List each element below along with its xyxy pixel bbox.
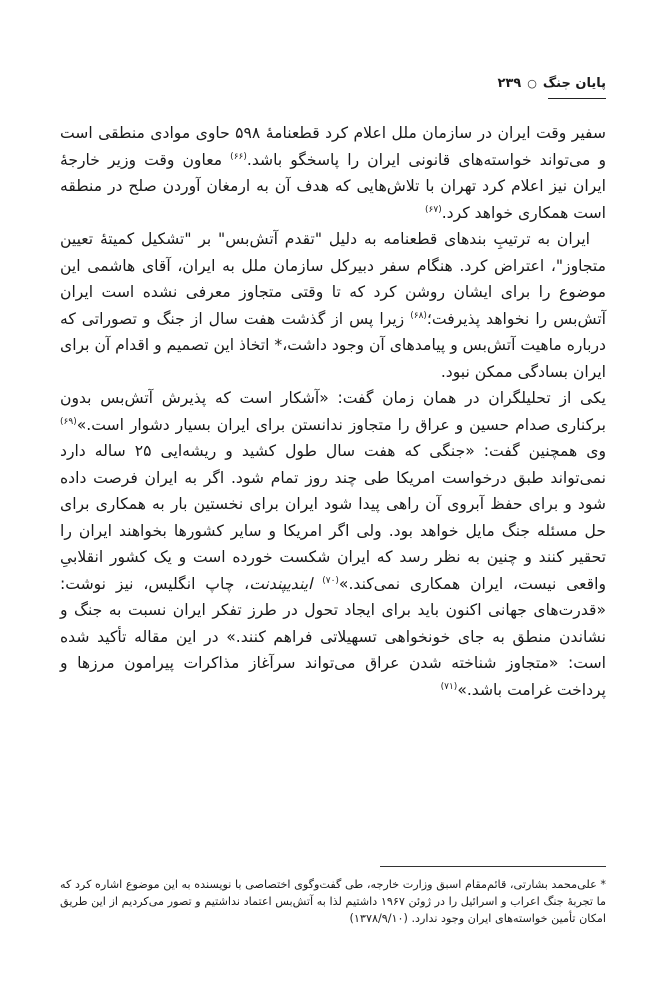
footnote-rule [380,866,606,867]
body-text [60,120,606,703]
newspaper-name: ایندیپندنت [249,574,323,593]
paragraph-3 [60,385,606,703]
paragraph-text: ، چاپ انگلیس، نیز نوشت: «قدرت‌های جهانی اکنون باید برای ایجاد تحول در طرز تفکر ایران نسبت به جنگ و نشاندن منطق به جای خونخواهی تسهیلاتی فراهم کنند.» در این مقاله تأکید شده است: «متجاوز شناخته شدن عراق می‌تواند سرآغاز مذاکرات پیرامون مرزها و پرداخت غرامت باشد.» [60,574,606,699]
paragraph-1 [60,120,606,226]
page-number: ۲۳۹ [497,76,522,91]
citation-70: (۷۰) [322,575,339,586]
paragraph-text: یکی از تحلیلگران در همان زمان گفت: «آشکار است که پذیرش آتش‌بس بدون برکناری صدام حسین و عراق را متجاوز ندانستن برای ایران بسیار دشوار است.» [60,389,606,434]
citation-67: (۶۷) [425,204,442,215]
footnote: * علی‌محمد بشارتی، قائم‌مقام اسبق وزارت خارجه، طی گفت‌وگوی اختصاصی با نویسنده به این موضوع اشاره کرد که ما تجربهٔ جنگ اعراب و اسرائیل را در ژوئن ۱۹۶۷ داشتیم لذا به آتش‌بس اعتماد نداشتیم و تصور می‌کردیم از این طریق امکان تأمین خواسته‌های ایران وجود ندارد. (۱۳۷۸/۹/۱۰) [60,878,606,925]
paragraph-text: وی همچنین گفت: «جنگی که هفت سال طول کشید و ریشه‌ایی ۲۵ ساله دارد نمی‌تواند طبق درخواست امریکا طی چند روز تمام شود. اگر به ایران فرصت داده شود و برای حفظ آبروی آن راهی پیدا شود ایران برای نخستین بار به همکاری برای حل مسئله جنگ مایل خواهد بود. ولی اگر امریکا و سایر کشورها بخواهند ایران را تحقیر کنند و چنین به نظر رسد که ایران شکست خورده است و یک کشور انقلابیِ واقعی نیست، ایران همکاری نمی‌کند.» [60,442,607,593]
paragraph-text: ایران به ترتیبِ بندهای قطعنامه به دلیل "تقدم آتش‌بس" بر "تشکیل کمیتهٔ تعیین متجاوز"، اعتراض کرد. هنگام سفر دبیرکل سازمان ملل به ایران، آقای هاشمی این موضوع را برای ایشان روشن کرد که تا وقتی متجاوز معرفی نشده است ایران آتش‌بس را نخواهد پذیرفت؛ [60,230,606,328]
running-header [60,76,606,102]
paragraph-text: معاون وقت وزیر خارجهٔ ایران نیز اعلام کرد تهران با تلاش‌هایی که هدف آن به ارمغان آوردن صلح در منطقه است همکاری خواهد کرد. [60,150,606,222]
citation-71: (۷۱) [440,681,458,692]
paragraph-2 [60,226,606,385]
citation-69: (۶۹) [60,416,77,427]
header-text [497,76,606,91]
citation-68: (۶۸) [410,310,427,321]
citation-66: (۶۶) [230,151,247,162]
header-rule [548,98,606,99]
header-separator-icon: ○ [527,77,537,90]
paragraph-text: زیرا پس از گذشت هفت سال از جنگ و تصوراتی که درباره ماهیت آتش‌بس و پیامدهای آن وجود داشت،* اتخاذ این تصمیم و اقدام آن برای ایران بسادگی ممکن نبود. [60,309,606,381]
paragraph-text: سفیر وقت ایران در سازمان ملل اعلام کرد قطعنامهٔ ۵۹۸ حاوی موادی منطقی است و می‌تواند خواسته‌های قانونی ایران را پاسخگو باشد. [60,124,606,169]
header-title: پایان جنگ [542,76,606,91]
